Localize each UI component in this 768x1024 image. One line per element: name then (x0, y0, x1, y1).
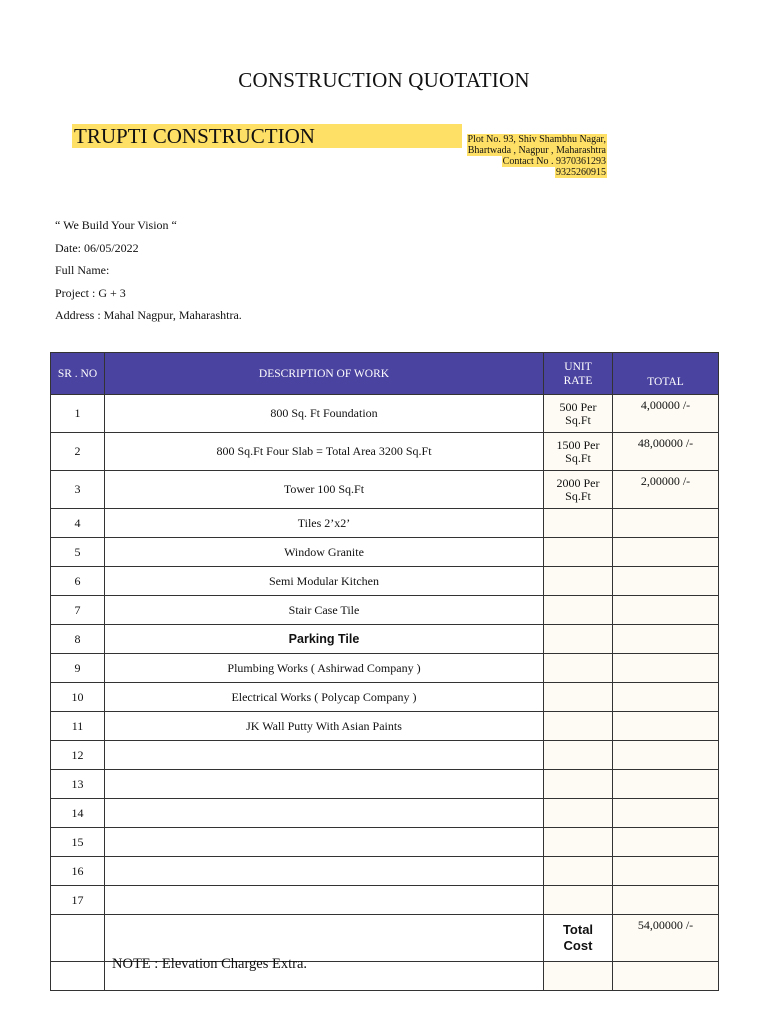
table-row (51, 538, 719, 567)
total-cell (613, 683, 719, 712)
total-cell (613, 886, 719, 915)
table-row (51, 683, 719, 712)
table-row (51, 654, 719, 683)
sr-cell: 13 (51, 770, 105, 799)
description-cell: Tower 100 Sq.Ft (105, 471, 544, 509)
description-cell: Electrical Works ( Polycap Company ) (105, 683, 544, 712)
sr-cell: 8 (51, 625, 105, 654)
full-name-field: Full Name: (55, 263, 110, 277)
sr-cell: 5 (51, 538, 105, 567)
description-cell: Parking Tile (105, 625, 544, 654)
unit-rate-cell (544, 567, 613, 596)
sr-cell: 17 (51, 886, 105, 915)
document-title: CONSTRUCTION QUOTATION (238, 68, 530, 92)
description-cell: Plumbing Works ( Ashirwad Company ) (105, 654, 544, 683)
total-cell: 48,00000 /- (613, 433, 719, 471)
unit-rate-cell (544, 712, 613, 741)
address-line-2: Bhartwada , Nagpur , Maharashtra (467, 145, 606, 156)
total-cell (613, 625, 719, 654)
sr-cell (51, 962, 105, 991)
total-cost-label-cell (544, 915, 613, 962)
description-cell (105, 741, 544, 770)
unit-rate-cell (544, 433, 613, 471)
sr-cell: 16 (51, 857, 105, 886)
total-cell (613, 509, 719, 538)
description-cell (105, 828, 544, 857)
total-cell: 2,00000 /- (613, 471, 719, 509)
total-cell (613, 538, 719, 567)
unit-rate-cell (544, 625, 613, 654)
unit-rate-line2: Sq.Ft (565, 450, 591, 465)
table-row (51, 567, 719, 596)
table-row (51, 741, 719, 770)
table-row (51, 799, 719, 828)
table-row (51, 857, 719, 886)
note-text: NOTE : Elevation Charges Extra. (112, 956, 308, 972)
unit-rate-cell (544, 799, 613, 828)
description-cell (105, 886, 544, 915)
sr-cell: 15 (51, 828, 105, 857)
sr-cell: 11 (51, 712, 105, 741)
sr-cell: 10 (51, 683, 105, 712)
customer-info (55, 218, 242, 331)
sr-cell: 7 (51, 596, 105, 625)
unit-rate-cell (544, 741, 613, 770)
description-cell: Window Granite (105, 538, 544, 567)
total-cell (613, 741, 719, 770)
address-field: Address : Mahal Nagpur, Maharashtra. (55, 308, 242, 322)
description-cell: 800 Sq. Ft Foundation (105, 395, 544, 433)
unit-rate-cell (544, 654, 613, 683)
unit-rate-cell (544, 596, 613, 625)
unit-rate-cell (544, 538, 613, 567)
unit-rate-line2: Sq.Ft (565, 412, 591, 427)
sr-cell (51, 915, 105, 962)
total-cost-row (51, 915, 719, 962)
total-cell (613, 962, 719, 991)
total-cell (613, 770, 719, 799)
sr-cell: 3 (51, 471, 105, 509)
sr-cell: 12 (51, 741, 105, 770)
sr-cell: 9 (51, 654, 105, 683)
unit-rate-cell (544, 395, 613, 433)
sr-cell: 6 (51, 567, 105, 596)
sr-cell: 14 (51, 799, 105, 828)
header-sr-no: SR . NO (51, 353, 105, 395)
header-unit-rate-line1: UNIT (564, 360, 592, 373)
table-row (51, 395, 719, 433)
description-cell: JK Wall Putty With Asian Paints (105, 712, 544, 741)
table-row (51, 770, 719, 799)
table-row (51, 509, 719, 538)
sr-cell: 2 (51, 433, 105, 471)
description-cell: Stair Case Tile (105, 596, 544, 625)
table-row (51, 471, 719, 509)
description-cell (105, 857, 544, 886)
table-row (51, 828, 719, 857)
quotation-table (50, 352, 719, 991)
table-row (51, 712, 719, 741)
unit-rate-line1: 500 Per (559, 399, 597, 414)
total-cell (613, 654, 719, 683)
description-cell: Tiles 2’x2’ (105, 509, 544, 538)
total-cost-label-line1: Total (562, 922, 594, 937)
contact-number-1: Contact No . 9370361293 (502, 156, 606, 167)
company-name: TRUPTI CONSTRUCTION (74, 124, 315, 148)
unit-rate-cell (544, 683, 613, 712)
total-cell (613, 799, 719, 828)
table-row (51, 625, 719, 654)
table-row (51, 886, 719, 915)
description-cell: Semi Modular Kitchen (105, 567, 544, 596)
address-line-1: Plot No. 93, Shiv Shambhu Nagar, (467, 134, 606, 145)
unit-rate-line1: 1500 Per (556, 437, 600, 452)
quote-date: Date: 06/05/2022 (55, 240, 139, 255)
contact-number-2: 9325260915 (556, 167, 606, 178)
header-total: TOTAL (613, 353, 719, 395)
header-unit-rate (544, 353, 613, 395)
total-cell (613, 857, 719, 886)
total-cell (613, 567, 719, 596)
unit-rate-line2: Sq.Ft (565, 488, 591, 503)
unit-rate-cell (544, 770, 613, 799)
project-field: Project : G + 3 (55, 285, 126, 300)
unit-rate-cell (544, 509, 613, 538)
total-cell (613, 712, 719, 741)
company-address (407, 134, 607, 178)
unit-rate-cell (544, 857, 613, 886)
unit-rate-cell (544, 471, 613, 509)
header-unit-rate-line2: RATE (563, 374, 593, 387)
total-cost-value: 54,00000 /- (613, 915, 719, 962)
total-cell (613, 828, 719, 857)
total-cost-label (563, 922, 593, 954)
table-row (51, 433, 719, 471)
tagline: “ We Build Your Vision “ (55, 218, 177, 232)
unit-rate-cell (544, 886, 613, 915)
header-description: DESCRIPTION OF WORK (105, 353, 544, 395)
total-cell: 4,00000 /- (613, 395, 719, 433)
description-cell (105, 770, 544, 799)
total-cell (613, 596, 719, 625)
total-cost-label-line2: Cost (563, 938, 593, 953)
sr-cell: 4 (51, 509, 105, 538)
unit-rate-cell (544, 962, 613, 991)
description-cell: 800 Sq.Ft Four Slab = Total Area 3200 Sq.Ft (105, 433, 544, 471)
table-header-row (51, 353, 719, 395)
sr-cell: 1 (51, 395, 105, 433)
table-row (51, 596, 719, 625)
unit-rate-line1: 2000 Per (556, 475, 600, 490)
description-cell (105, 915, 544, 962)
description-cell (105, 799, 544, 828)
unit-rate-cell (544, 828, 613, 857)
